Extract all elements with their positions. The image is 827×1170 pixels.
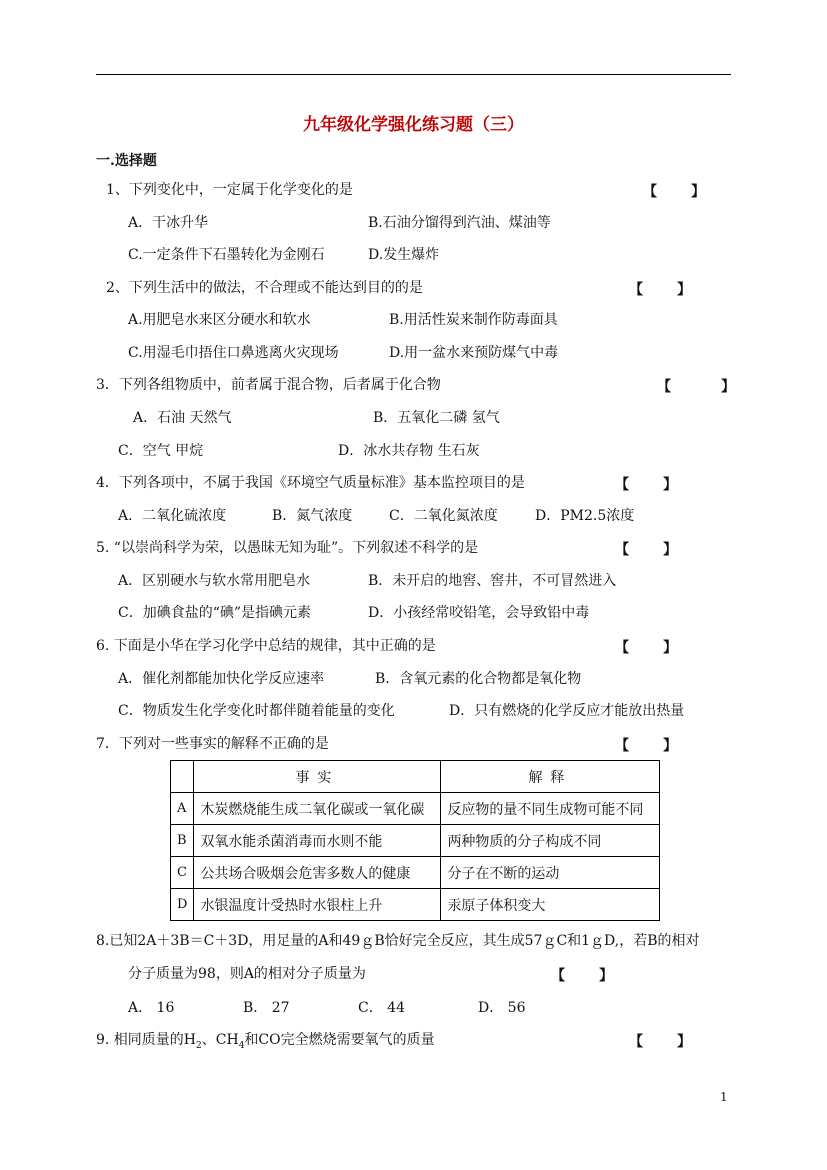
question-9-stem	[96, 1031, 435, 1055]
table-row-fact: 公共场合吸烟会危害多数人的健康	[194, 857, 441, 889]
question-9-stem-part: 9. 相同质量的H	[96, 1032, 197, 1048]
question-2-stem: 2、下列生活中的做法，不合理或不能达到目的的是	[106, 280, 423, 296]
header-rule	[96, 74, 731, 75]
question-8-option-d: D． 56	[478, 1000, 526, 1016]
question-8-stem-continued: 分子质量为98，则A的相对分子质量为	[128, 966, 366, 982]
table-header-explanation: 解释	[441, 761, 660, 793]
question-1-option-a: A．干冰升华	[128, 215, 209, 231]
answer-bracket: 【 】	[657, 379, 738, 395]
table-row	[171, 889, 660, 921]
table-header-key	[171, 761, 194, 793]
question-1-option-d: D.发生爆炸	[368, 247, 440, 263]
question-1-option-c: C.一定条件下石墨转化为金刚石	[128, 247, 325, 263]
table-row-explanation: 汞原子体积变大	[441, 889, 660, 921]
question-8-stem: 8.已知2A＋3B＝C＋3D，用足量的A和49ｇB恰好完全反应，其生成57ｇC和1ｇD,，若B的相对	[96, 933, 700, 949]
question-6-option-d: D．只有燃烧的化学反应才能放出热量	[449, 703, 685, 719]
question-4-option-d: D．PM2.5浓度	[535, 508, 635, 524]
question-3-option-d: D．冰水共存物 生石灰	[338, 443, 480, 459]
page-title: 九年级化学强化练习题（三）	[303, 115, 524, 135]
table-row-fact: 双氧水能杀菌消毒而水则不能	[194, 825, 441, 857]
table-row	[171, 793, 660, 825]
facts-table	[170, 760, 660, 921]
question-2-option-a: A.用肥皂水来区分硬水和软水	[128, 312, 311, 328]
question-3-option-b: B．五氧化二磷 氢气	[373, 410, 500, 426]
table-row-explanation: 分子在不断的运动	[441, 857, 660, 889]
page-number: 1	[720, 1090, 728, 1104]
table-header-row	[171, 761, 660, 793]
answer-bracket: 【 】	[615, 738, 678, 754]
table-row-key: D	[171, 889, 194, 921]
question-9-stem-part: 和CO完全燃烧需要氧气的质量	[244, 1032, 435, 1048]
answer-bracket: 【 】	[643, 184, 706, 200]
question-5-option-c: C．加碘食盐的“碘”是指碘元素	[118, 605, 312, 621]
question-4-option-c: C．二氧化氮浓度	[389, 508, 498, 524]
subscript: 2	[196, 1040, 202, 1051]
answer-bracket: 【 】	[615, 640, 678, 656]
answer-bracket: 【 】	[615, 477, 678, 493]
question-7-stem: 7．下列对一些事实的解释不正确的是	[96, 736, 329, 752]
question-4-option-b: B．氮气浓度	[272, 508, 353, 524]
table-row-key: B	[171, 825, 194, 857]
question-1-stem: 1、下列变化中，一定属于化学变化的是	[106, 182, 353, 198]
question-2-option-b: B.用活性炭来制作防毒面具	[389, 312, 558, 328]
question-3-option-a: A．石油 天然气	[133, 410, 232, 426]
question-3-option-c: C．空气 甲烷	[118, 443, 204, 459]
question-6-option-b: B．含氧元素的化合物都是氧化物	[375, 671, 582, 687]
table-header-fact: 事实	[194, 761, 441, 793]
question-2-option-c: C.用湿毛巾捂住口鼻逃离火灾现场	[128, 345, 339, 361]
table-row	[171, 857, 660, 889]
question-5-option-a: A．区别硬水与软水常用肥皂水	[118, 573, 311, 589]
question-8-option-c: C． 44	[358, 1000, 405, 1016]
table-row-fact: 水银温度计受热时水银柱上升	[194, 889, 441, 921]
table-row-key: A	[171, 793, 194, 825]
answer-bracket: 【 】	[629, 1034, 692, 1050]
table-row-explanation: 两种物质的分子构成不同	[441, 825, 660, 857]
section-heading: 一.选择题	[96, 153, 157, 169]
subscript: 4	[238, 1040, 245, 1051]
question-9-stem-part: 、CH	[201, 1032, 239, 1048]
question-4-option-a: A．二氧化硫浓度	[118, 508, 227, 524]
question-5-stem: 5. “以崇尚科学为荣，以愚昧无知为耻”。下列叙述不科学的是	[96, 540, 479, 556]
question-4-stem: 4．下列各项中，不属于我国《环境空气质量标准》基本监控项目的是	[96, 475, 525, 491]
table-row	[171, 825, 660, 857]
question-2-option-d: D.用一盆水来预防煤气中毒	[389, 345, 559, 361]
question-6-stem: 6. 下面是小华在学习化学中总结的规律，其中正确的是	[96, 638, 436, 654]
question-6-option-a: A．催化剂都能加快化学反应速率	[118, 671, 325, 687]
answer-bracket: 【 】	[629, 282, 692, 298]
question-5-option-d: D．小孩经常咬铅笔，会导致铅中毒	[368, 605, 590, 621]
table-row-explanation: 反应物的量不同生成物可能不同	[441, 793, 660, 825]
table-row-fact: 木炭燃烧能生成二氧化碳或一氧化碳	[194, 793, 441, 825]
question-8-option-a: A． 16	[128, 1000, 175, 1016]
question-5-option-b: B．未开启的地窖、窖井，不可冒然进入	[368, 573, 617, 589]
question-3-stem: 3．下列各组物质中，前者属于混合物，后者属于化合物	[96, 377, 441, 393]
question-1-option-b: B.石油分馏得到汽油、煤油等	[368, 215, 551, 231]
table-row-key: C	[171, 857, 194, 889]
question-6-option-c: C．物质发生化学变化时都伴随着能量的变化	[118, 703, 395, 719]
answer-bracket: 【 】	[615, 542, 678, 558]
answer-bracket: 【 】	[551, 968, 614, 984]
question-8-option-b: B． 27	[243, 1000, 290, 1016]
